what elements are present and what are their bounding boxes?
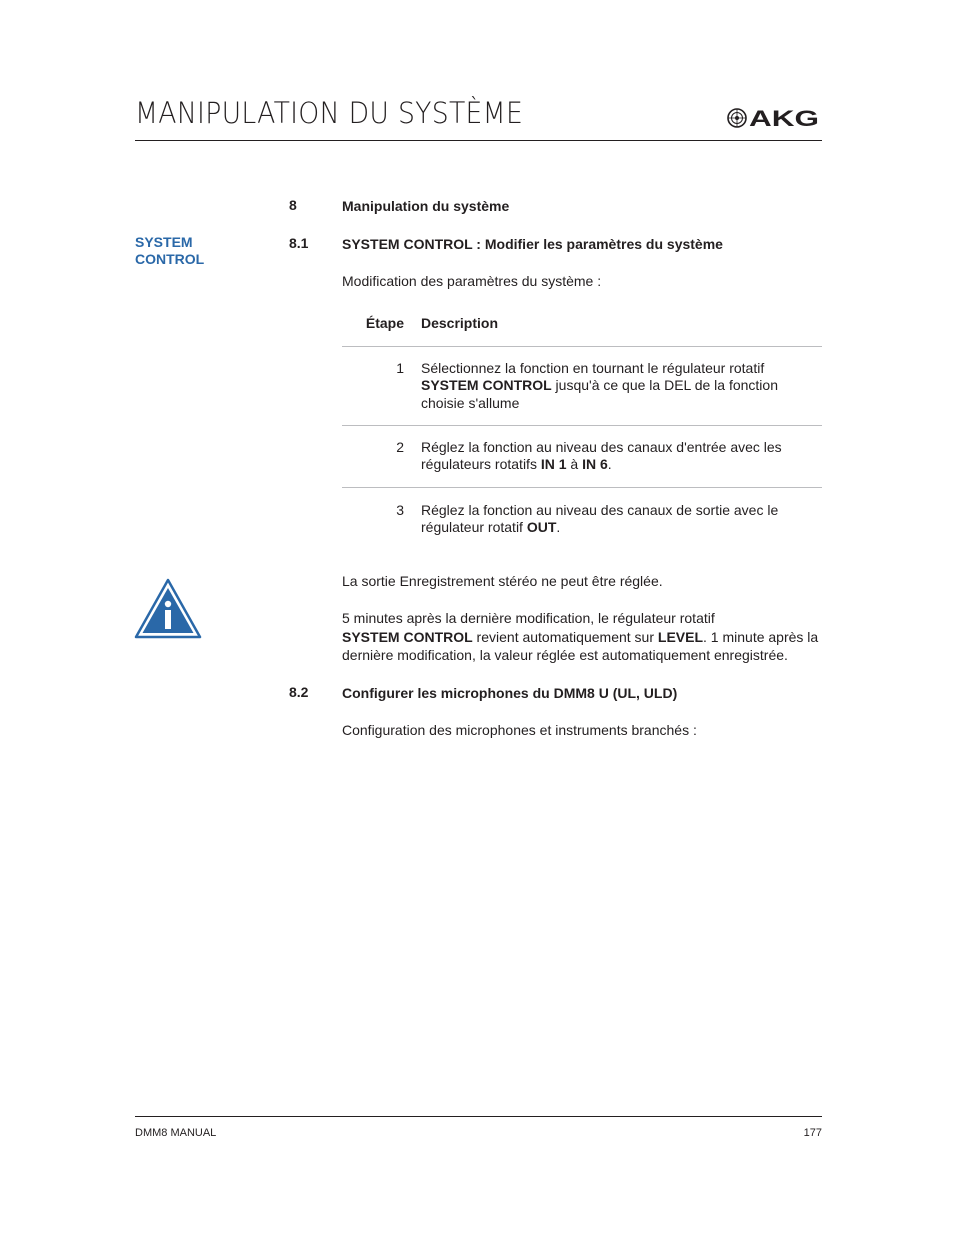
note-timeout	[342, 609, 822, 665]
table-divider	[342, 487, 822, 488]
sidebar-label	[135, 234, 204, 268]
footer-divider	[135, 1116, 822, 1117]
subsection-2-number: 8.2	[289, 684, 309, 700]
subsection-2-intro: Configuration des microphones et instruments branchés :	[342, 722, 697, 738]
row-1-line-3: choisie s'allume	[421, 394, 520, 411]
row-2-bold-1: IN 1	[540, 456, 567, 473]
logo-text: AKG	[749, 106, 819, 130]
row-1-line-2	[421, 377, 816, 394]
row-3-end: .	[556, 519, 561, 536]
note-timeout-line-2	[342, 628, 822, 647]
note-end: . 1 minute après la	[703, 628, 819, 645]
table-row-description	[421, 502, 816, 537]
row-1-line-2-rest: jusqu'à ce que la DEL de la fonction	[551, 377, 778, 394]
row-2-pre: régulateurs rotatifs	[421, 456, 541, 473]
note-bold-1: SYSTEM CONTROL	[342, 628, 473, 645]
page-number: 177	[803, 1127, 822, 1139]
table-row-step: 3	[396, 502, 404, 518]
row-2-bold-2: IN 6	[582, 456, 608, 473]
subsection-1-number: 8.1	[289, 235, 309, 251]
row-2-end: .	[607, 456, 612, 473]
note-mid: revient automatiquement sur	[472, 628, 658, 645]
row-1-line-1: Sélectionnez la fonction en tournant le régulateur rotatif	[421, 360, 765, 376]
row-2-line-1: Réglez la fonction au niveau des canaux d'entrée avec les	[421, 439, 782, 455]
note-bold-2: LEVEL	[657, 628, 704, 645]
row-2-line-2	[421, 456, 816, 473]
subsection-2-title: Configurer les microphones du DMM8 U (UL, ULD)	[342, 685, 678, 701]
akg-logo	[727, 106, 823, 130]
table-divider	[342, 346, 822, 347]
table-divider	[342, 425, 822, 426]
section-number: 8	[289, 197, 297, 213]
section-title: Manipulation du système	[342, 198, 510, 214]
footer-manual: DMM8 MANUAL	[135, 1127, 217, 1139]
row-3-line-2	[421, 519, 816, 536]
table-row-step: 1	[396, 360, 404, 376]
note-timeout-line-3: dernière modification, la valeur réglée est automatiquement enregistrée.	[342, 647, 788, 663]
row-3-line-1: Réglez la fonction au niveau des canaux de sortie avec le	[421, 502, 779, 518]
table-row-description	[421, 360, 816, 412]
subsection-1-intro: Modification des paramètres du système :	[342, 273, 602, 289]
row-3-pre: régulateur rotatif	[421, 519, 527, 536]
note-recording: La sortie Enregistrement stéréo ne peut être réglée.	[342, 573, 663, 589]
table-row-description	[421, 439, 816, 474]
page-title: MANIPULATION DU SYSTÈME	[135, 96, 524, 130]
table-row-step: 2	[396, 439, 404, 455]
info-icon	[134, 578, 202, 639]
row-1-bold: SYSTEM CONTROL	[421, 377, 552, 394]
row-3-bold: OUT	[526, 519, 557, 536]
table-header-step: Étape	[365, 315, 404, 331]
sidebar-label-line1: SYSTEM	[135, 234, 193, 250]
sidebar-label-line2: CONTROL	[135, 251, 205, 267]
header-divider	[135, 140, 822, 141]
table-header-description: Description	[421, 315, 499, 331]
note-timeout-line-1: 5 minutes après la dernière modification, le régulateur rotatif	[342, 610, 715, 626]
row-2-mid: à	[566, 456, 583, 473]
subsection-1-title: SYSTEM CONTROL : Modifier les paramètres du système	[342, 236, 723, 252]
